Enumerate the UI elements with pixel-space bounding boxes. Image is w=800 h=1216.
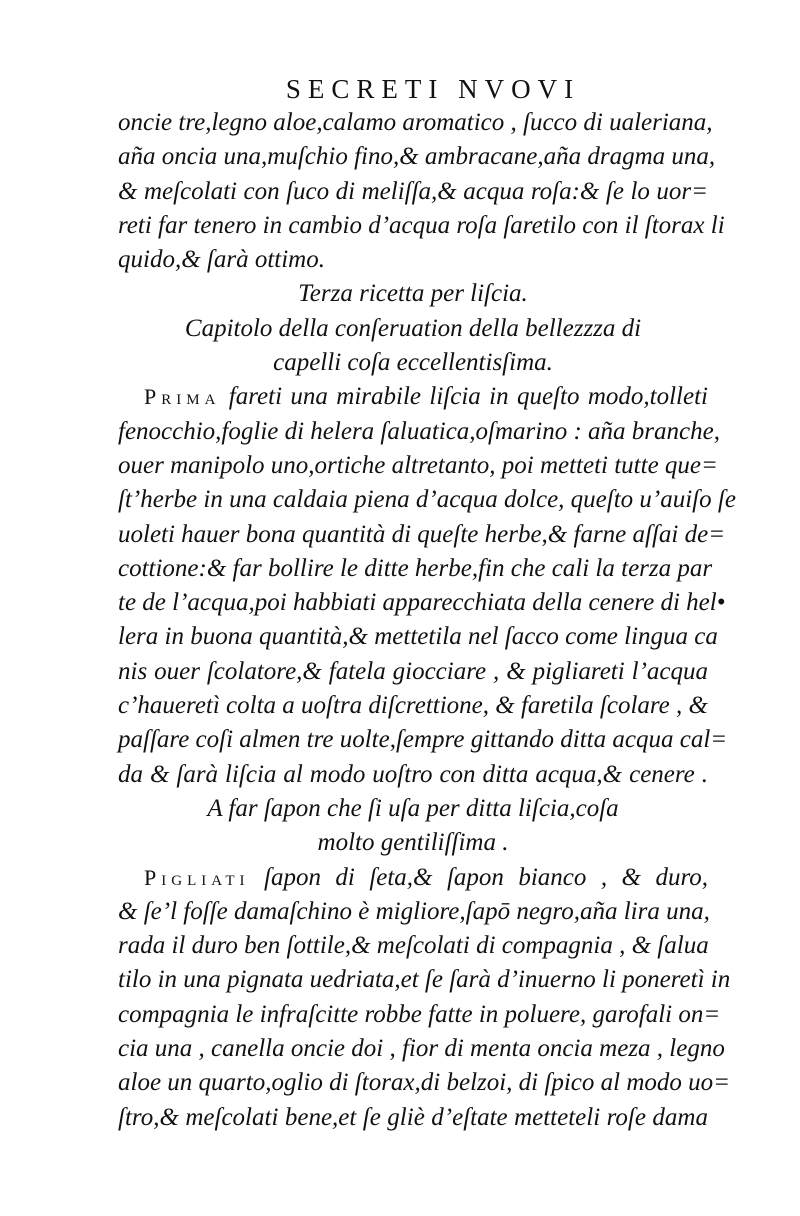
opening-word: Prima xyxy=(144,384,221,410)
first-line-text: ſapon di ſeta,& ſapon bianco , & duro, xyxy=(264,863,708,891)
recipe-title-line: A far ſapon che ſi uſa per ditta liſcia,coſa xyxy=(207,794,619,822)
text-line: ſt’herbe in una caldaia piena d’acqua dolce, queſto u’auiſo ſe xyxy=(118,486,736,514)
paragraph-1 xyxy=(118,106,725,277)
text-line: oncie tre,legno aloe,calamo aromatico , ſucco di ualeriana, xyxy=(118,109,713,136)
paragraph-first-line xyxy=(118,861,708,895)
paragraph-first-line xyxy=(118,380,708,414)
text-line: aña oncia una,muſchio fino,& ambracane,aña dragma una, xyxy=(118,143,716,171)
running-head: SECRETI NVOVI xyxy=(285,74,581,104)
text-line: compagnia le infraſcitte robbe fatte in poluere, garofali on= xyxy=(118,1000,721,1028)
text-line: aloe un quarto,oglio di ſtorax,di belzoi, di ſpico al modo uo= xyxy=(118,1069,730,1097)
first-line-text: fareti una mirabile liſcia in queſto modo,tolleti xyxy=(228,383,708,411)
text-line: & ſe’l foſſe damaſchino è migliore,ſapō negro,aña lira una, xyxy=(118,897,710,925)
chapter-title-line: Capitolo della conſeruation della bellezzza di xyxy=(184,314,642,342)
text-line: te de l’acqua,poi habbiati apparecchiata della cenere di hel• xyxy=(118,589,726,617)
section-heading-1 xyxy=(118,277,708,380)
recipe-title-line: molto gentiliſſima . xyxy=(317,829,509,857)
paragraph-3 xyxy=(118,861,731,1135)
text-line: ſtro,& meſcolati bene,et ſe gliè d’eſtate metteteli roſe dama xyxy=(118,1103,708,1131)
text-line: c’haueretì colta a uoſtra diſcrettione, & faretila ſcolare , & xyxy=(118,692,708,720)
text-line: reti far tenero in cambio d’acqua roſa ſaretilo con il ſtorax li xyxy=(118,211,725,239)
text-line: rada il duro ben ſottile,& meſcolati di compagnia , & ſalua xyxy=(118,932,709,960)
text-line: fenocchio,foglie di helera ſaluatica,oſmarino : aña branche, xyxy=(118,417,720,445)
text-line: & meſcolati con ſuco di meliſſa,& acqua roſa:& ſe lo uor= xyxy=(118,177,708,205)
text-line: ouer manipolo uno,ortiche altretanto, poi metteti tutte que= xyxy=(118,451,718,479)
text-line: paſſare coſi almen tre uolte,ſempre gittando ditta acqua cal= xyxy=(118,726,728,754)
text-line: cia una , canella oncie doi , fior di menta oncia meza , legno xyxy=(118,1035,725,1063)
paragraph-2 xyxy=(118,380,736,792)
book-page xyxy=(118,72,736,1135)
text-line: quido,& ſarà ottimo. xyxy=(118,246,325,274)
chapter-title-line: capelli coſa eccellentisſima. xyxy=(273,349,553,377)
text-line: tilo in una pignata uedriata,et ſe ſarà d’inuerno li poneretì in xyxy=(118,966,731,994)
text-line: lera in buona quantità,& mettetila nel ſacco come lingua ca xyxy=(118,623,718,651)
text-line: cottione:& far bollire le ditte herbe,fin che cali la terza par xyxy=(118,554,713,582)
text-line: nis ouer ſcolatore,& fatela giocciare , & pigliareti l’acqua xyxy=(118,657,708,685)
text-line: da & ſarà liſcia al modo uoſtro con ditta acqua,& cenere . xyxy=(118,760,708,788)
text-line: uoleti hauer bona quantità di queſte herbe,& farne aſſai de= xyxy=(118,520,726,548)
section-heading-2 xyxy=(118,792,708,861)
recipe-title: Terza ricetta per liſcia. xyxy=(298,280,528,308)
opening-word: Pigliati xyxy=(144,864,250,890)
